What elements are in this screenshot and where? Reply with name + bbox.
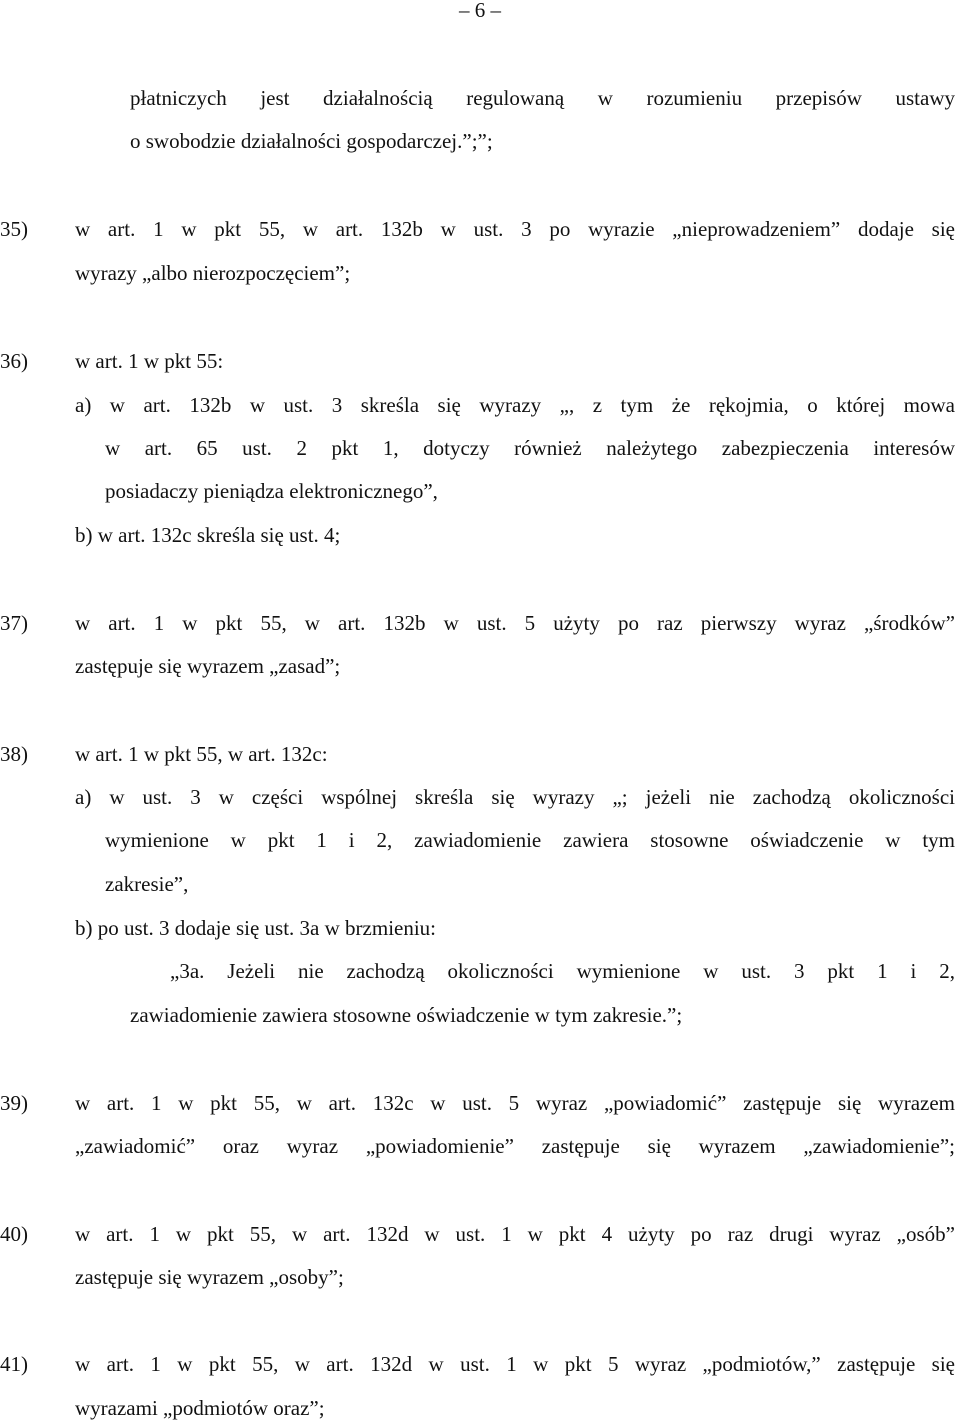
text-line: „3a. Jeżeli nie zachodzą okoliczności wymienione w ust. 3 pkt 1 i 2,	[170, 959, 955, 983]
text-line: w art. 1 w pkt 55, w art. 132c:	[75, 742, 328, 766]
item-number: 37)	[0, 611, 28, 635]
text-line: wyrazami „podmiotów oraz”;	[75, 1396, 325, 1420]
text-line: w art. 65 ust. 2 pkt 1, dotyczy również należytego zabezpieczenia interesów	[105, 436, 955, 460]
text-line: w art. 1 w pkt 55, w art. 132b w ust. 3 po wyrazie „nieprowadzeniem” dodaje się	[75, 217, 955, 241]
text-line: o swobodzie działalności gospodarczej.”;”;	[130, 129, 493, 153]
item-number: 41)	[0, 1352, 28, 1376]
item-number: 38)	[0, 742, 28, 766]
text-line: b) w art. 132c skreśla się ust. 4;	[75, 523, 341, 547]
text-line: w art. 1 w pkt 55, w art. 132b w ust. 5 użyty po raz pierwszy wyraz „środków”	[75, 611, 955, 635]
text-line: wymienione w pkt 1 i 2, zawiadomienie zawiera stosowne oświadczenie w tym	[105, 828, 955, 852]
text-line: „zawiadomić” oraz wyraz „powiadomienie” zastępuje się wyrazem „zawiadomienie”;	[75, 1134, 955, 1158]
text-line: w art. 1 w pkt 55, w art. 132d w ust. 1 w pkt 5 wyraz „podmiotów,” zastępuje się	[75, 1352, 955, 1376]
text-line: w art. 1 w pkt 55, w art. 132d w ust. 1 w pkt 4 użyty po raz drugi wyraz „osób”	[75, 1222, 955, 1246]
text-line: zawiadomienie zawiera stosowne oświadczenie w tym zakresie.”;	[130, 1003, 683, 1027]
text-line: a) w art. 132b w ust. 3 skreśla się wyrazy „, z tym że rękojmia, o której mowa	[75, 393, 955, 417]
item-number: 40)	[0, 1222, 28, 1246]
page-number: – 6 –	[459, 0, 501, 22]
text-line: zakresie”,	[105, 872, 189, 896]
text-line: b) po ust. 3 dodaje się ust. 3a w brzmieniu:	[75, 916, 437, 940]
text-line: a) w ust. 3 w części wspólnej skreśla się wyrazy „; jeżeli nie zachodzą okoliczności	[75, 785, 955, 809]
text-line: zastępuje się wyrazem „zasad”;	[75, 654, 341, 678]
text-line: wyrazy „albo nierozpoczęciem”;	[75, 261, 351, 285]
text-line: w art. 1 w pkt 55, w art. 132c w ust. 5 wyraz „powiadomić” zastępuje się wyrazem	[75, 1091, 955, 1115]
text-line: płatniczych jest działalnością regulowaną w rozumieniu przepisów ustawy	[130, 86, 955, 110]
item-number: 36)	[0, 349, 28, 373]
item-number: 39)	[0, 1091, 28, 1115]
text-line: zastępuje się wyrazem „osoby”;	[75, 1265, 344, 1289]
item-number: 35)	[0, 217, 28, 241]
text-line: w art. 1 w pkt 55:	[75, 349, 224, 373]
text-line: posiadaczy pieniądza elektronicznego”,	[105, 479, 438, 503]
